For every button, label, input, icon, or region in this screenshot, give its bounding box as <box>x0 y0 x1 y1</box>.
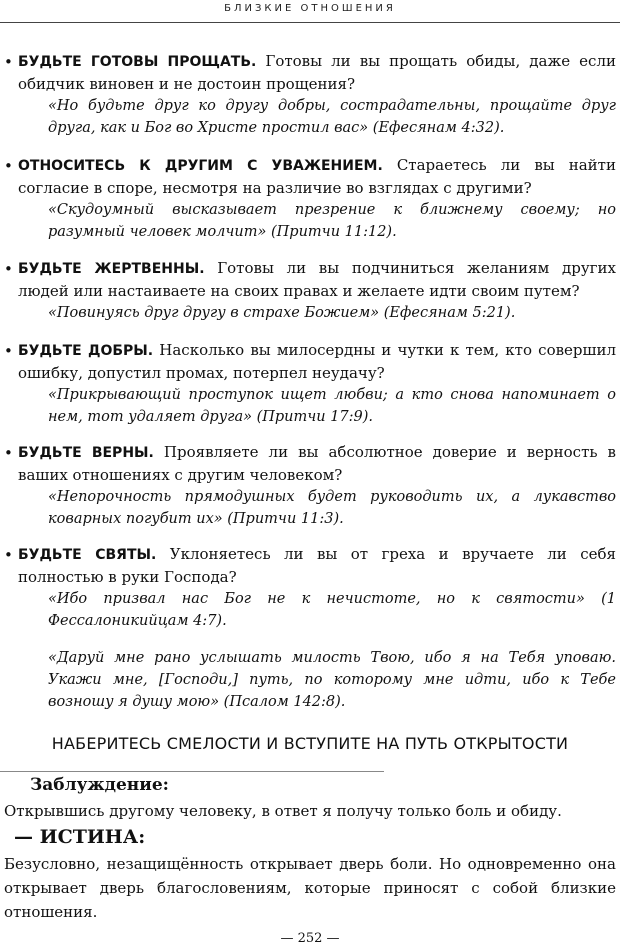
item-body <box>18 257 616 302</box>
section-title: НАБЕРИТЕСЬ СМЕЛОСТИ И ВСТУПИТЕ НА ПУТЬ ОТКРЫТОСТИ <box>51 734 569 753</box>
truth-label: — ИСТИНА: <box>14 826 146 848</box>
bullet-icon: • <box>4 342 13 360</box>
item-quote: «Прикрывающий проступок ищет любви; а кто снова напоминает о нем, тот удаляет друга» (Притчи 17:9). <box>48 387 616 425</box>
running-header: БЛИЗКИЕ ОТНОШЕНИЯ <box>224 3 396 14</box>
item-body <box>18 339 616 384</box>
item-body <box>18 154 616 199</box>
item-quote: «Ибо призвал нас Бог не к нечистоте, но к святости» (1 Фессалоникийцам 4:7). <box>48 591 616 629</box>
item-quote-secondary: «Даруй мне рано услышать милость Твою, ибо я на Тебя уповаю. Укажи мне, [Господи,] путь, по которому мне идти, ибо к Тебе возношу я душу мою» (Псалом 142:8). <box>48 650 616 710</box>
item-text: Стараетесь ли вы найти согласие в споре, несмотря на различие во взглядах с другими? <box>18 156 616 197</box>
myth-label: Заблуждение: <box>30 775 169 795</box>
item-lead: БУДЬТЕ ЖЕРТВЕННЫ. <box>18 261 205 277</box>
bullet-icon: • <box>4 546 13 564</box>
item-body <box>18 50 616 95</box>
bullet-icon: • <box>4 444 13 462</box>
truth-text: Безусловно, незащищённость открывает дверь боли. Но одновременно она открывает дверь благословениям, которые приносят с собой близкие отношения. <box>4 855 616 921</box>
myth-divider <box>0 771 384 772</box>
item-quote: «Повинуясь друг другу в страхе Божием» (Ефесянам 5:21). <box>48 305 516 321</box>
item-lead: БУДЬТЕ ВЕРНЫ. <box>18 445 154 461</box>
bullet-icon: • <box>4 260 13 278</box>
item-text: Насколько вы милосердны и чутки к тем, кто совершил ошибку, допустил промах, потерпел неудачу? <box>18 341 616 382</box>
item-text: Готовы ли вы прощать обиды, даже если обидчик виновен и не достоин прощения? <box>18 52 616 93</box>
item-text: Уклоняетесь ли вы от греха и вручаете ли себя полностью в руки Господа? <box>18 545 616 586</box>
item-quote: «Непорочность прямодушных будет руководить их, а лукавство коварных погубит их» (Притчи 11:3). <box>48 489 616 527</box>
bullet-icon: • <box>4 53 13 71</box>
item-lead: БУДЬТЕ СВЯТЫ. <box>18 547 157 563</box>
item-lead: БУДЬТЕ ДОБРЫ. <box>18 343 154 359</box>
item-quote: «Скудоумный высказывает презрение к ближнему своему; но разумный человек молчит» (Притчи 11:12). <box>48 202 616 240</box>
bullet-icon: • <box>4 157 13 175</box>
item-body <box>18 441 616 486</box>
item-body <box>18 543 616 588</box>
item-text: Готовы ли вы подчиниться желаниям других людей или настаиваете на своих правах и желаете идти своим путем? <box>18 259 616 300</box>
item-lead: ОТНОСИТЕСЬ К ДРУГИМ С УВАЖЕНИЕМ. <box>18 158 383 174</box>
item-quote: «Но будьте друг ко другу добры, сострадательны, прощайте друг друга, как и Бог во Христе простил вас» (Ефесянам 4:32). <box>48 98 616 136</box>
item-text: Проявляете ли вы абсолютное доверие и верность в ваших отношениях с другим человеком? <box>18 443 616 484</box>
myth-text: Открывшись другому человеку, в ответ я получу только боль и обиду. <box>4 802 562 820</box>
page-number: — 252 — <box>280 931 340 946</box>
item-lead: БУДЬТЕ ГОТОВЫ ПРОЩАТЬ. <box>18 54 257 70</box>
header-rule <box>0 22 620 23</box>
